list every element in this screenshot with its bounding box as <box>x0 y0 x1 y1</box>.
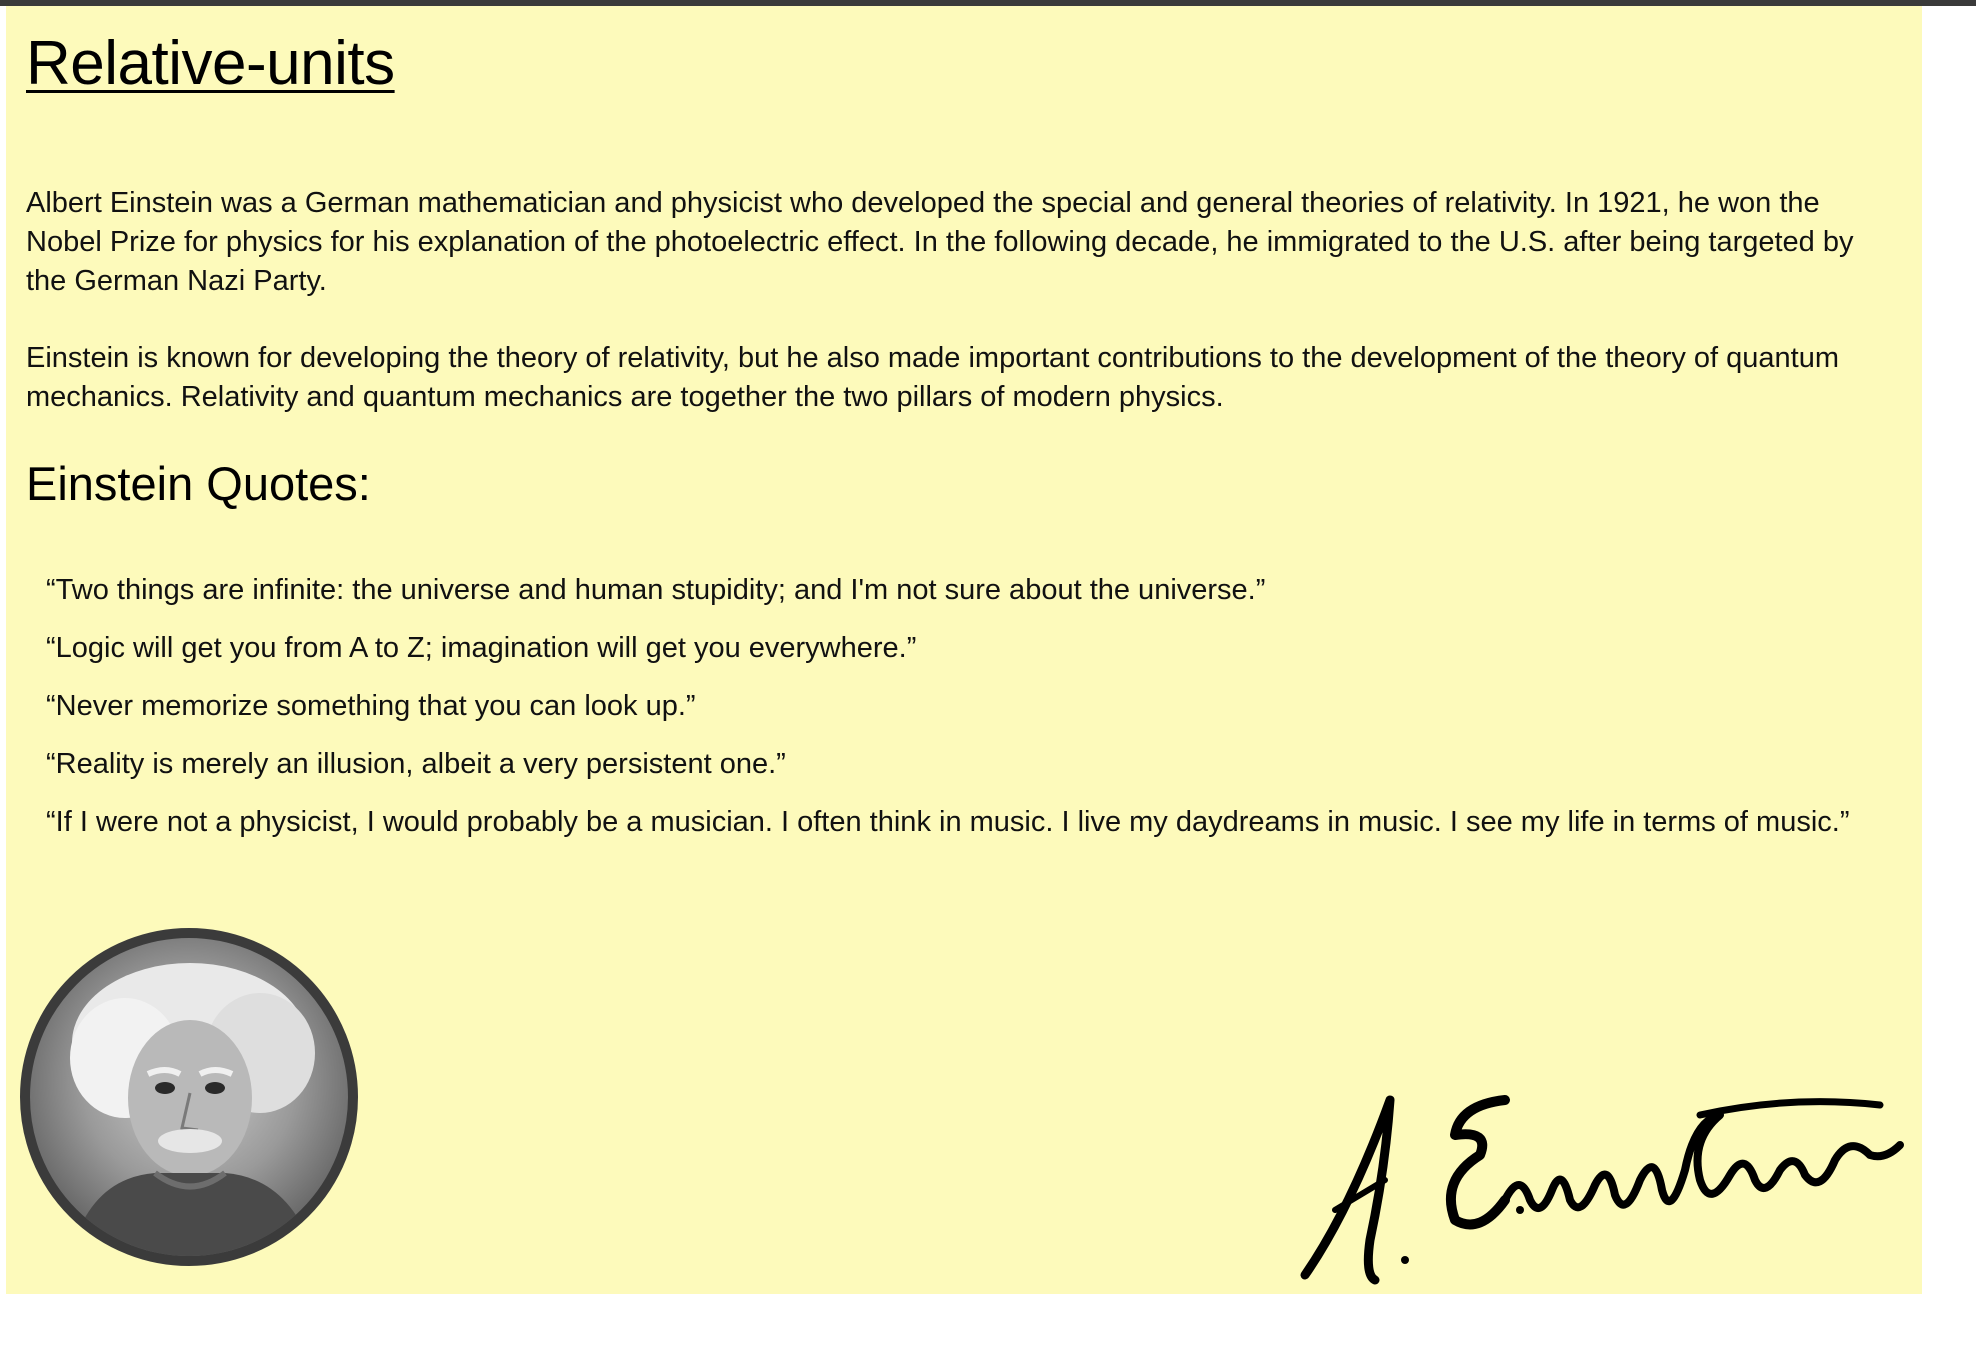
einstein-signature-image <box>1290 1060 1910 1300</box>
page-title: Relative-units <box>26 29 395 98</box>
quotes-list <box>46 571 1896 861</box>
quote-item: “If I were not a physicist, I would probably be a musician. I often think in music. I live my daydreams in music. I see my life in terms of music.” <box>46 806 1850 838</box>
quote-item: “Never memorize something that you can look up.” <box>46 690 696 722</box>
quote-item: “Logic will get you from A to Z; imagination will get you everywhere.” <box>46 632 917 664</box>
quote-item: “Two things are infinite: the universe and human stupidity; and I'm not sure about the universe.” <box>46 574 1266 606</box>
einstein-portrait-image <box>20 928 358 1266</box>
bio-paragraph-1: Albert Einstein was a German mathematician and physicist who developed the special and general theories of relativity. In 1921, he won the Nobel Prize for physics for his explanation of the photoelectric effect. In the following decade, he immigrated to the U.S. after being targeted by the German Nazi Party. <box>26 187 1854 297</box>
bio-paragraph-2: Einstein is known for developing the theory of relativity, but he also made important contributions to the development of the theory of quantum mechanics. Relativity and quantum mechanics are together the two pillars of modern physics. <box>26 342 1840 413</box>
quote-item: “Reality is merely an illusion, albeit a very persistent one.” <box>46 748 786 780</box>
quotes-heading: Einstein Quotes: <box>26 457 371 510</box>
